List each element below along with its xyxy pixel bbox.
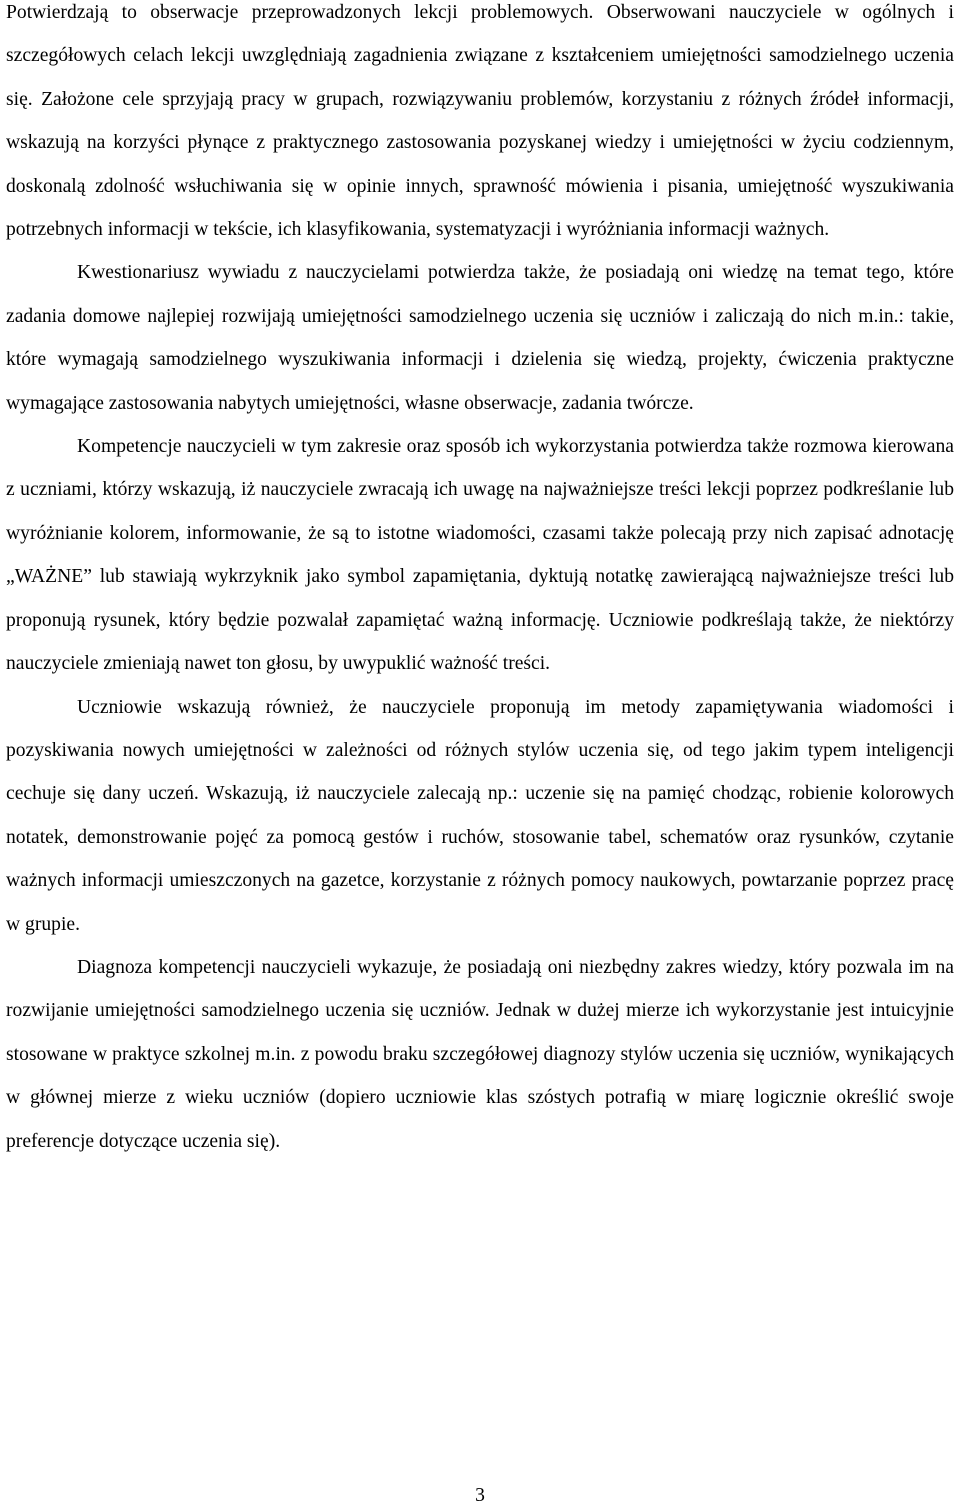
paragraph-questionnaire: Kwestionariusz wywiadu z nauczycielami potwierdza także, że posiadają oni wiedzę na temat tego, które zadania domowe najlepiej rozwijają umiejętności samodzielnego uczenia się uczniów i zaliczają do nich m.in.: takie, które wymagają samodzielnego wyszukiwania informacji i dzielenia się wiedzą, projekty, ćwiczenia praktyczne wymagające zastosowania nabytych umiejętności, własne obserwacje, zadania twórcze. [6,262,954,414]
paragraph-competencies: Kompetencje nauczycieli w tym zakresie oraz sposób ich wykorzystania potwierdza także rozmowa kierowana z uczniami, którzy wskazują, iż nauczyciele zwracają ich uwagę na najważniejsze treści lekcji poprzez podkreślanie lub wyróżnianie kolorem, informowanie, że są to istotne wiadomości, czasami także polecają przy nich zapisać adnotację „WAŻNE” lub stawiają wykrzyknik jako symbol zapamiętania, dyktują notatkę zawierającą najważniejsze treści lub proponują rysunek, który będzie pozwalał zapamiętać ważną informację. Uczniowie podkreślają także, że niektórzy nauczyciele zmieniają nawet ton głosu, by uwypuklić ważność treści. [6,436,954,675]
paragraph-observations: Potwierdzają to obserwacje przeprowadzonych lekcji problemowych. Obserwowani nauczyciele w ogólnych i szczegółowych celach lekcji uwzględniają zagadnienia związane z kształceniem umiejętności samodzielnego uczenia się. Założone cele sprzyjają pracy w grupach, rozwiązywaniu problemów, korzystaniu z różnych źródeł informacji, wskazują na korzyści płynące z praktycznego zastosowania pozyskanej wiedzy i umiejętności w życiu codziennym, doskonalą zdolność wsłuchiwania się w opinie innych, sprawność mówienia i pisania, umiejętność wyszukiwania potrzebnych informacji w tekście, ich klasyfikowania, systematyzacji i wyróżniania informacji ważnych. [6,2,954,241]
paragraph-learning-methods: Uczniowie wskazują również, że nauczyciele proponują im metody zapamiętywania wiadomości i pozyskiwania nowych umiejętności w zależności od różnych stylów uczenia się, od tego jakim typem inteligencji cechuje się dany uczeń. Wskazują, iż nauczyciele zalecają np.: uczenie się na pamięć chodząc, robienie kolorowych notatek, demonstrowanie pojęć za pomocą gestów i ruchów, stosowanie tabel, schematów oraz rysunków, czytanie ważnych informacji umieszczonych na gazetce, korzystanie z różnych pomocy naukowych, powtarzanie poprzez pracę w grupie. [6,696,954,935]
paragraph-diagnosis: Diagnoza kompetencji nauczycieli wykazuje, że posiadają oni niezbędny zakres wiedzy, który pozwala im na rozwijanie umiejętności samodzielnego uczenia się uczniów. Jednak w dużej mierze ich wykorzystanie jest intuicyjnie stosowane w praktyce szkolnej m.in. z powodu braku szczegółowej diagnozy stylów uczenia się uczniów, wynikających w głównej mierze z wieku uczniów (dopiero uczniowie klas szóstych potrafią w miarę logicznie określić swoje preferencje dotyczące uczenia się). [6,956,954,1152]
page-number: 3 [475,1485,485,1506]
document-page [6,0,954,1163]
